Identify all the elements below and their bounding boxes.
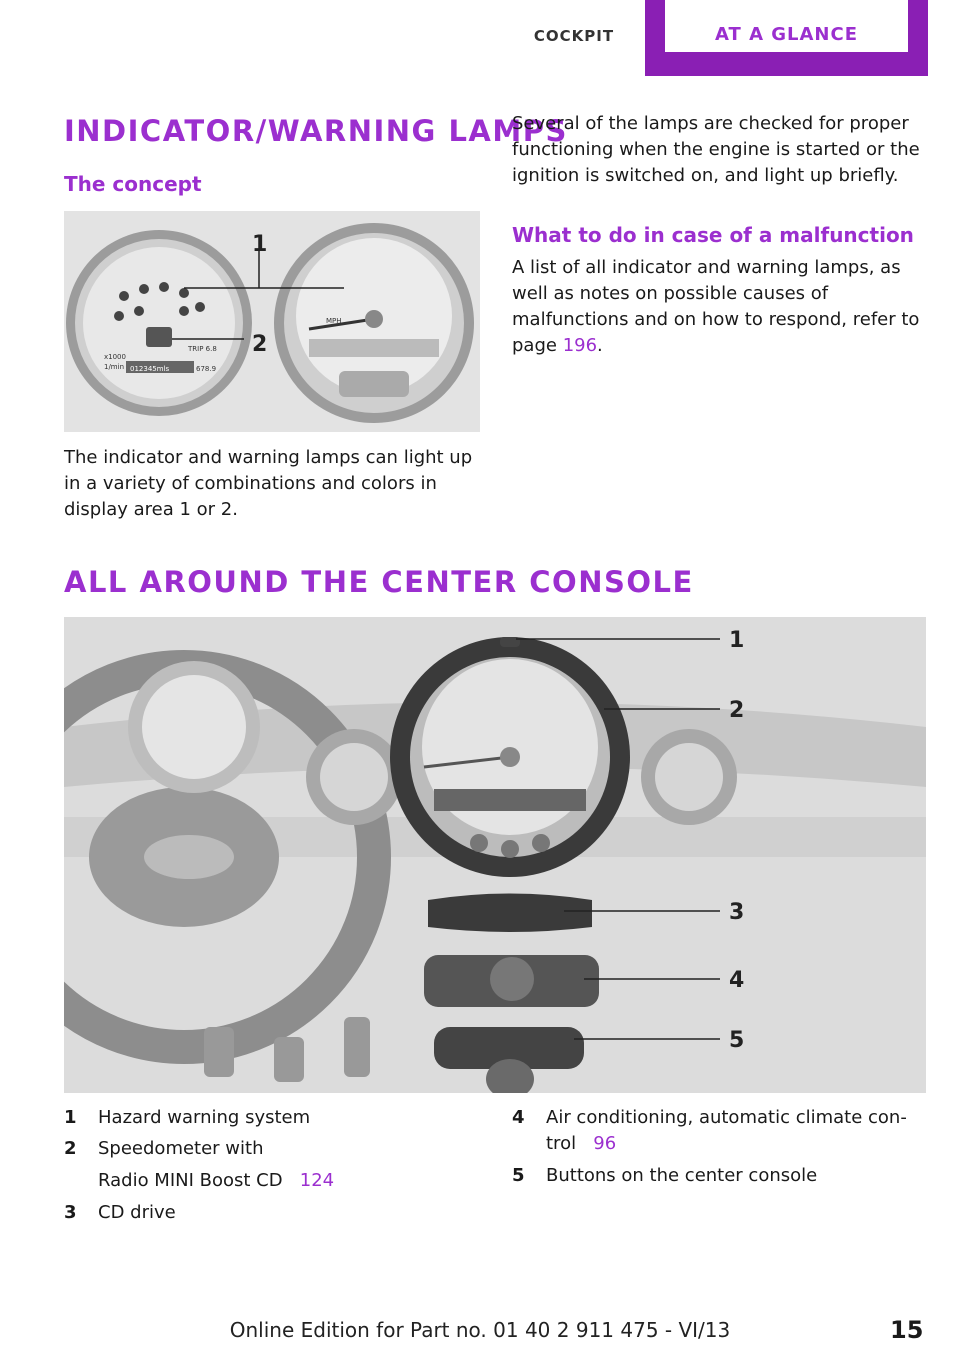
legend-num: 2 [64, 1138, 77, 1159]
footer-edition: Online Edition for Part no. 01 40 2 911 475 - VI/13 [229, 1318, 731, 1342]
legend-num: 3 [64, 1202, 77, 1223]
legend-text: Buttons on the center console [546, 1165, 818, 1186]
mph-label: MPH [326, 317, 342, 325]
malfunction-text: A list of all indicator and warning lamps, as well as notes on possible causes of malfunctions and on how to respond, refer to page [512, 257, 920, 356]
legend-text: Speedometer with [98, 1138, 264, 1159]
console-callout-3: 3 [729, 900, 745, 925]
section-title-indicator-lamps: INDICATOR/WARNING LAMPS [64, 114, 568, 148]
legend-text: Hazard warning system [98, 1107, 311, 1128]
page-link-196[interactable]: 196 [562, 335, 598, 356]
malfunction-heading: What to do in case of a malfunction [512, 223, 914, 247]
page-link-124[interactable]: 124 [299, 1170, 335, 1191]
legend-num: 1 [64, 1107, 77, 1128]
console-callout-2: 2 [729, 698, 745, 723]
concept-caption: The indicator and warning lamps can light up in a variety of combinations and colors in display area 1 or 2. [64, 447, 473, 520]
legend-num: 5 [512, 1165, 525, 1186]
malfunction-paragraph [512, 255, 927, 359]
tab-at-a-glance-label: AT A GLANCE [665, 0, 908, 52]
console-callout-1: 1 [729, 628, 745, 653]
section-title-center-console: ALL AROUND THE CENTER CONSOLE [64, 565, 694, 599]
lamp-check-paragraph: Several of the lamps are checked for proper functioning when the engine is started or the ignition is switched on, and light up briefly. [512, 113, 920, 186]
trip-value: 678.9 [196, 365, 217, 373]
page-link-96[interactable]: 96 [593, 1133, 617, 1154]
callout-2: 2 [252, 332, 268, 357]
legend-text: CD drive [98, 1202, 176, 1223]
page-number: 15 [890, 1316, 924, 1344]
instrument-cluster-figure [64, 211, 480, 432]
center-console-figure [64, 617, 926, 1093]
malfunction-end: . [597, 335, 603, 356]
console-callout-5: 5 [729, 1028, 745, 1053]
tab-cockpit[interactable]: COCKPIT [533, 27, 615, 45]
odometer-readout: 012345mls [130, 365, 170, 373]
legend-text: Air conditioning, automatic climate con- [546, 1107, 907, 1128]
rpm-unit: 1/min [104, 363, 125, 371]
trip-label: TRIP 6.8 [188, 345, 217, 353]
subtitle-concept: The concept [64, 172, 202, 196]
tab-at-a-glance[interactable] [645, 0, 928, 76]
legend-num: 4 [512, 1107, 525, 1128]
console-callout-4: 4 [729, 968, 745, 993]
legend-right [512, 1105, 932, 1205]
legend-left [64, 1105, 484, 1235]
callout-1: 1 [252, 232, 268, 257]
legend-text: trol 96 [546, 1133, 617, 1154]
rpm-label: x1000 [104, 353, 126, 361]
legend-text: Radio MINI Boost CD 124 [98, 1170, 335, 1191]
